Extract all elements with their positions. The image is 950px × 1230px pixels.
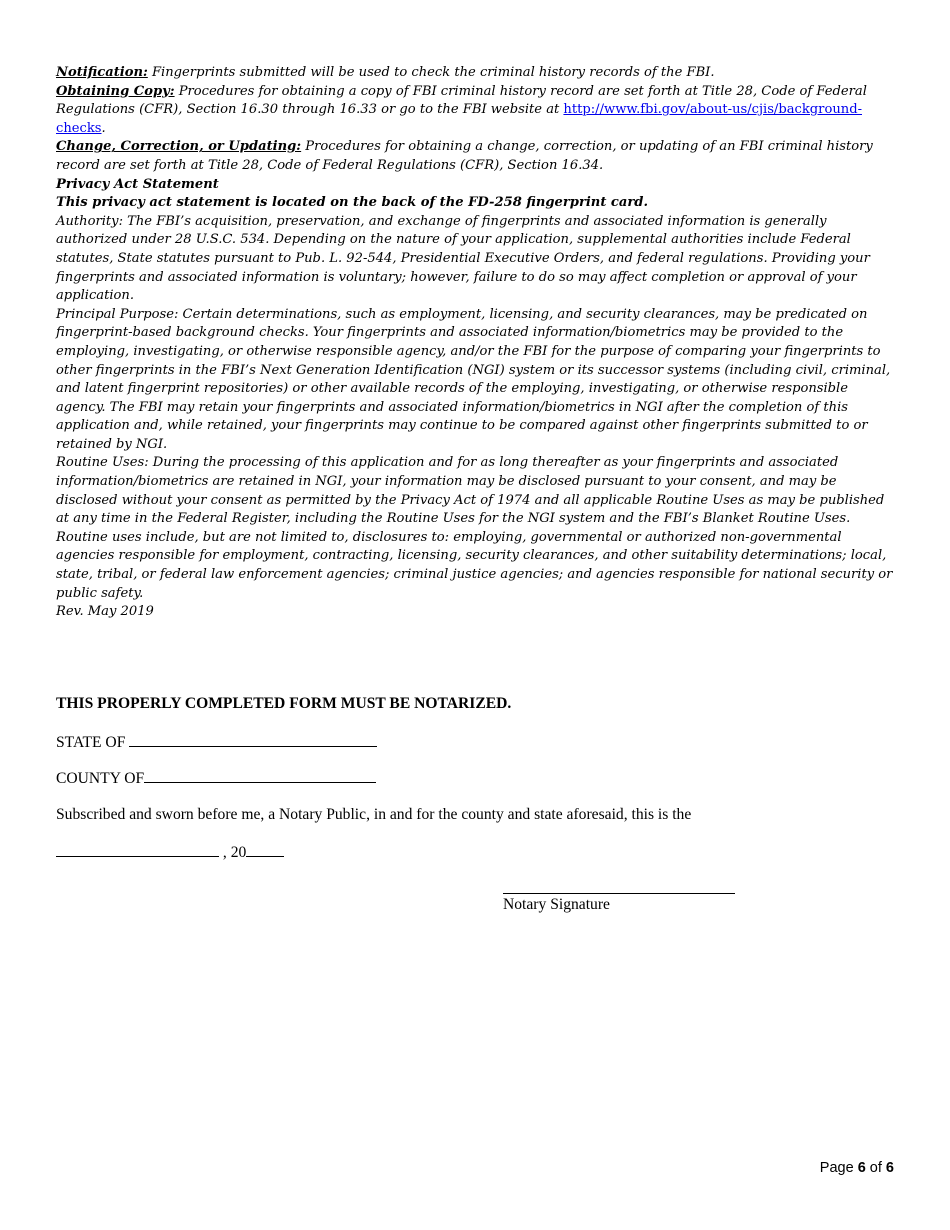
notification-text: Fingerprints submitted will be used to check the criminal history records of the FBI. xyxy=(147,65,715,80)
privacy-act-note: This privacy act statement is located on the back of the FD-258 fingerprint card. xyxy=(56,195,649,211)
notification-paragraph xyxy=(56,64,894,83)
state-field[interactable] xyxy=(129,733,377,747)
year-prefix: , 20 xyxy=(219,844,247,861)
privacy-section xyxy=(56,64,894,622)
change-paragraph xyxy=(56,138,894,175)
year-field[interactable] xyxy=(246,843,284,857)
notarized-heading: THIS PROPERLY COMPLETED FORM MUST BE NOTARIZED. xyxy=(56,695,512,712)
obtaining-copy-period: . xyxy=(101,120,106,136)
routine-uses-paragraph: Routine Uses: During the processing of this application and for as long thereafter as your fingerprints and associated information/biometrics are retained in NGI, your information may be disclosed pursuant to your consent, and may be disclosed without your consent as permitted by the Privacy Act of 1974 and all applicable Routine Uses as may be published at any time in the Federal Register, including the Routine Uses for the NGI system and the FBI’s Blanket Routine Uses. Routine uses include, but are not limited to, disclosures to: employing, governmental or authorized non-governmental agencies responsible for employment, contracting, licensing, security clearances, and other suitability determinations; local, state, tribal, or federal law enforcement agencies; criminal justice agencies; and agencies responsible for national security or public safety. xyxy=(56,455,893,601)
privacy-text-block xyxy=(56,64,894,622)
notary-signature-line[interactable] xyxy=(503,893,735,894)
obtaining-copy-paragraph xyxy=(56,83,894,139)
page-number xyxy=(820,1160,894,1176)
obtaining-copy-text: Procedures for obtaining a copy of FBI criminal history record are set forth at Title 28, Code of Federal Regulations (CFR), Section 16.30 through 16.33 or go to the FBI website at xyxy=(56,83,867,118)
state-label: STATE OF xyxy=(56,734,130,751)
state-row xyxy=(56,733,377,752)
county-field[interactable] xyxy=(144,769,376,783)
authority-paragraph: Authority: The FBI’s acquisition, preservation, and exchange of fingerprints and associated information is generally authorized under 28 U.S.C. 534. Depending on the nature of your application, supplemental authorities include Federal statutes, State statutes pursuant to Pub. L. 92-544, Presidential Executive Orders, and federal regulations. Providing your fingerprints and associated information is voluntary; however, failure to do so may affect completion or approval of your application. xyxy=(56,213,870,304)
revision-date: Rev. May 2019 xyxy=(56,604,154,620)
notary-signature-label: Notary Signature xyxy=(503,896,610,913)
county-row xyxy=(56,769,376,788)
principal-purpose-paragraph: Principal Purpose: Certain determinations, such as employment, licensing, and security clearances, may be predicated on fingerprint-based background checks. Your fingerprints and associated information/biometrics may be provided to the employing, investigating, or otherwise responsible agency, and/or the FBI for the purpose of comparing your fingerprints to other fingerprints in the FBI’s Next Generation Identification (NGI) system or its successor systems (including civil, criminal, and latent fingerprint repositories) or other available records of the employing, investigating, or otherwise responsible agency. The FBI may retain your fingerprints and associated information/biometrics in NGI after the completion of this application and, while retained, your fingerprints may continue to be compared against other fingerprints submitted to or retained by NGI. xyxy=(56,306,891,452)
change-label: Change, Correction, or Updating: xyxy=(56,139,302,155)
day-field[interactable] xyxy=(56,843,219,857)
change-text: Procedures for obtaining a change, correction, or updating of an FBI criminal history record are set forth at Title 28, Code of Federal Regulations (CFR), Section 16.34. xyxy=(56,139,873,173)
page-word: Page xyxy=(819,1160,858,1176)
fbi-website-link[interactable]: http://www.fbi.gov/about-us/cjis/background-checks xyxy=(56,102,862,136)
county-label: COUNTY OF xyxy=(56,770,145,787)
sworn-statement: Subscribed and sworn before me, a Notary Public, in and for the county and state aforesaid, this is the xyxy=(56,806,692,823)
privacy-act-heading: Privacy Act Statement xyxy=(56,176,219,192)
obtaining-copy-label: Obtaining Copy: xyxy=(56,83,175,99)
date-row xyxy=(56,843,284,862)
notification-label: Notification: xyxy=(56,65,148,80)
page-total: 6 xyxy=(885,1160,894,1176)
page-current: 6 xyxy=(857,1160,866,1176)
of-word: of xyxy=(865,1160,886,1176)
